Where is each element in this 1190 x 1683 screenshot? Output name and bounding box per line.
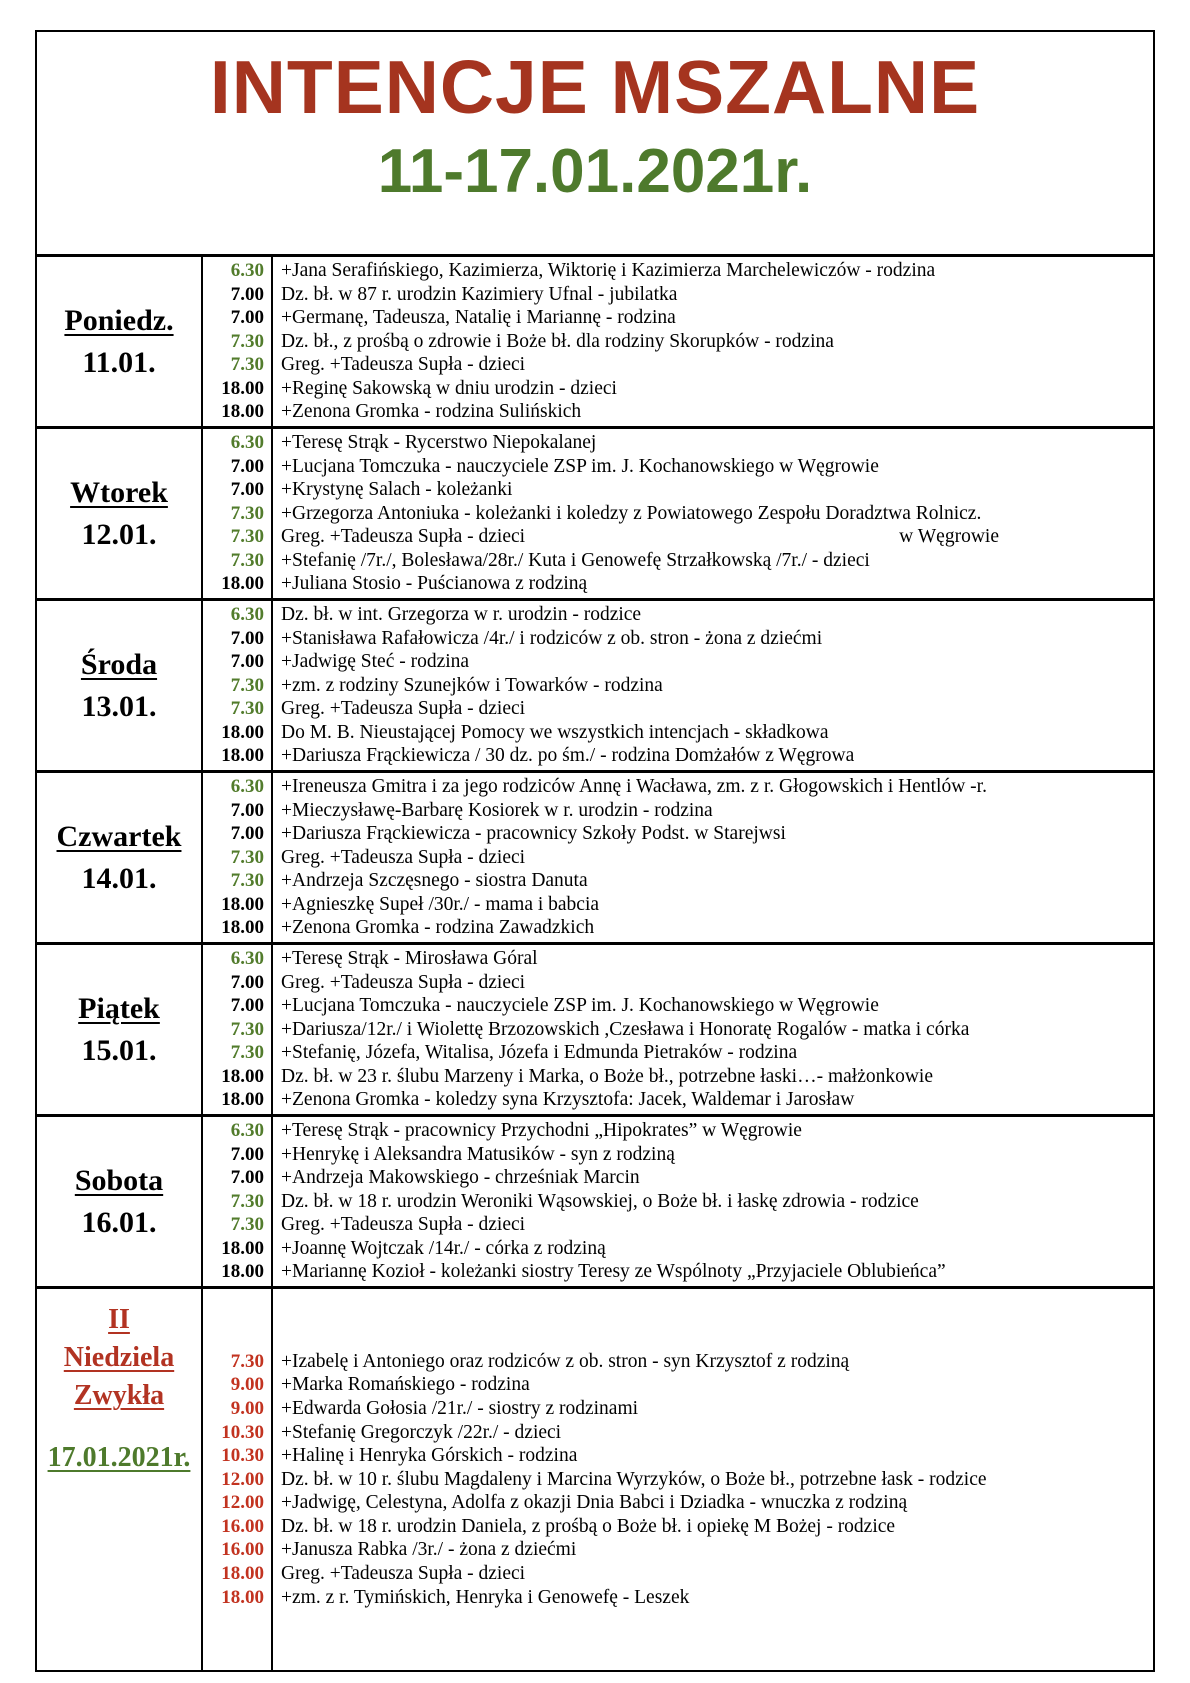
mass-intention <box>281 330 1151 354</box>
mass-intention-text: +Zenona Gromka - koledzy syna Krzysztofa: Jacek, Waldemar i Jarosław <box>281 1089 855 1111</box>
mass-time: 10.30 <box>221 1445 264 1467</box>
intentions-column <box>273 773 1153 942</box>
mass-intention-text: Dz. bł. w 18 r. urodzin Daniela, z prośbą o Boże bł. i opiekę M Bożej - rodzice <box>281 1515 896 1537</box>
time-column <box>203 257 273 426</box>
mass-time: 7.30 <box>230 870 264 892</box>
mass-intention <box>281 775 1151 799</box>
day-label <box>37 429 203 598</box>
mass-time: 18.00 <box>221 745 264 767</box>
mass-intention-text: +Zenona Gromka - rodzina Sulińskich <box>281 401 582 423</box>
mass-intention-text: +Dariusza/12r./ i Wiolettę Brzozowskich ,Czesława i Honoratę Rogalów - matka i córka <box>281 1018 970 1040</box>
mass-intention <box>281 846 1151 870</box>
mass-intention <box>281 1166 1151 1190</box>
day-section-czwartek <box>37 773 1153 945</box>
mass-intention-text: Dz. bł. w 18 r. urodzin Weroniki Wąsowskiej, o Boże bł. i łaskę zdrowia - rodzice <box>281 1190 919 1212</box>
mass-intention <box>281 1065 1151 1089</box>
mass-time: 6.30 <box>230 947 264 969</box>
mass-intention-text: +Mariannę Kozioł - koleżanki siostry Teresy ze Wspólnoty „Przyjaciele Oblubieńca” <box>281 1261 946 1283</box>
mass-intention <box>281 502 1151 526</box>
mass-time: 12.00 <box>221 1468 264 1490</box>
mass-time: 18.00 <box>221 1261 264 1283</box>
mass-intention <box>281 1190 1151 1214</box>
mass-intention <box>281 525 1151 549</box>
mass-intention-text: +Dariusza Frąckiewicza - pracownicy Szkoły Podst. w Starejwsi <box>281 823 786 845</box>
mass-time: 7.00 <box>230 479 264 501</box>
mass-intention-text: +Janusza Rabka /3r./ - żona z dziećmi <box>281 1539 577 1561</box>
mass-intention <box>281 994 1151 1018</box>
day-label-line: 15.01. <box>81 1033 157 1067</box>
day-label-line: Zwykła <box>73 1380 165 1411</box>
mass-intention-text: +Germanę, Tadeusza, Natalię i Mariannę - rodzina <box>281 307 676 329</box>
time-column <box>203 945 273 1114</box>
mass-intention-text: Greg. +Tadeusza Supła - dzieci <box>281 698 526 720</box>
day-label <box>37 257 203 426</box>
mass-intention <box>281 1260 1151 1284</box>
mass-time: 7.30 <box>230 698 264 720</box>
mass-intention-text: +Stefanię /7r./, Bolesława/28r./ Kuta i Genowefę Strzałkowską /7r./ - dzieci <box>281 549 870 571</box>
mass-intention-text: +Krystynę Salach - koleżanki <box>281 479 513 501</box>
mass-time: 7.00 <box>230 283 264 305</box>
mass-intention <box>281 1143 1151 1167</box>
mass-intention <box>281 1213 1151 1237</box>
mass-intention <box>281 431 1151 455</box>
day-section-piatek <box>37 945 1153 1117</box>
sheet-header <box>37 45 1153 257</box>
mass-time: 7.00 <box>230 651 264 673</box>
day-label <box>37 601 203 770</box>
time-column <box>203 1289 273 1670</box>
mass-time: 7.30 <box>230 549 264 571</box>
mass-intention <box>281 1018 1151 1042</box>
mass-intention-text: +Stefanię, Józefa, Witalisa, Józefa i Edmunda Pietraków - rodzina <box>281 1042 798 1064</box>
day-label-line: 13.01. <box>81 689 157 723</box>
mass-intention-text: +Andrzeja Szczęsnego - siostra Danuta <box>281 870 588 892</box>
day-label-line: Czwartek <box>56 819 182 853</box>
mass-intention <box>281 869 1151 893</box>
mass-intention-text: +Edwarda Gołosia /21r./ - siostry z rodzinami <box>281 1397 639 1419</box>
mass-time: 18.00 <box>221 893 264 915</box>
mass-time: 18.00 <box>221 1065 264 1087</box>
mass-time: 7.30 <box>230 1350 264 1372</box>
mass-intention-text: +Dariusza Frąckiewicza / 30 dz. po śm./ - rodzina Domżałów z Węgrowa <box>281 745 855 767</box>
days-table <box>37 257 1153 1670</box>
mass-intention-text: Greg. +Tadeusza Supła - dzieci <box>281 1563 526 1585</box>
mass-intention <box>281 1237 1151 1261</box>
mass-intention-text: +Joannę Wojtczak /14r./ - córka z rodziną <box>281 1237 606 1259</box>
mass-time: 9.00 <box>230 1397 264 1419</box>
day-section-sroda <box>37 601 1153 773</box>
mass-intention <box>281 916 1151 940</box>
mass-time: 7.30 <box>230 502 264 524</box>
mass-intention <box>281 400 1151 424</box>
mass-intention <box>281 744 1151 768</box>
mass-intention <box>281 721 1151 745</box>
mass-time: 18.00 <box>221 917 264 939</box>
mass-intention <box>281 1538 1151 1562</box>
mass-intention <box>281 1491 1151 1515</box>
mass-time: 18.00 <box>221 1563 264 1585</box>
page-title: INTENCJE MSZALNE <box>209 45 981 129</box>
mass-intention <box>281 1397 1151 1421</box>
day-section-sobota <box>37 1117 1153 1289</box>
mass-intention <box>281 650 1151 674</box>
mass-intention-text: +Andrzeja Makowskiego - chrześniak Marcin <box>281 1167 640 1189</box>
mass-time: 7.30 <box>230 330 264 352</box>
day-label-line: Wtorek <box>70 475 168 509</box>
mass-intention-text: Dz. bł., z prośbą o zdrowie i Boże bł. dla rodziny Skorupków - rodzina <box>281 330 834 352</box>
day-label-line: Środa <box>80 647 158 681</box>
mass-intention <box>281 306 1151 330</box>
mass-time: 7.30 <box>230 526 264 548</box>
mass-intention-text: Greg. +Tadeusza Supła - dzieci <box>281 354 526 376</box>
mass-intention <box>281 603 1151 627</box>
mass-time: 7.00 <box>230 455 264 477</box>
mass-intention-text: +Teresę Strąk - pracownicy Przychodni „Hipokrates” w Węgrowie <box>281 1119 802 1141</box>
mass-intention-text: Greg. +Tadeusza Supła - dzieci <box>281 846 526 868</box>
mass-time: 7.30 <box>230 354 264 376</box>
intentions-column <box>273 429 1153 598</box>
intentions-column <box>273 257 1153 426</box>
intentions-column <box>273 1117 1153 1286</box>
mass-intention <box>281 1350 1151 1374</box>
mass-time: 6.30 <box>230 259 264 281</box>
mass-intention-text: +Jana Serafińskiego, Kazimierza, Wiktorię i Kazimierza Marchelewiczów - rodzina <box>281 259 936 281</box>
mass-time: 16.00 <box>221 1539 264 1561</box>
day-label <box>37 773 203 942</box>
mass-intention-text: +Jadwigę Steć - rodzina <box>281 651 470 673</box>
mass-intention <box>281 799 1151 823</box>
mass-time: 18.00 <box>221 573 264 595</box>
mass-intention-text: Dz. bł. w 23 r. ślubu Marzeny i Marka, o Boże bł., potrzebne łaski…- małżonkowie <box>281 1065 934 1087</box>
intentions-column <box>273 601 1153 770</box>
mass-intention-text: Dz. bł. w 10 r. ślubu Magdaleny i Marcina Wyrzyków, o Boże bł., potrzebne łask - rodzice <box>281 1468 987 1490</box>
day-section-wtorek <box>37 429 1153 601</box>
mass-intentions-sheet <box>35 30 1155 1672</box>
day-label-line: Piątek <box>78 991 160 1025</box>
mass-intention <box>281 1373 1151 1397</box>
mass-time: 7.00 <box>230 823 264 845</box>
mass-intention-text: +Agnieszkę Supeł /30r./ - mama i babcia <box>281 893 600 915</box>
mass-intention <box>281 1041 1151 1065</box>
day-label-line: 12.01. <box>81 517 157 551</box>
time-column <box>203 773 273 942</box>
mass-intention-text: +Reginę Sakowską w dniu urodzin - dzieci <box>281 377 617 399</box>
mass-time: 12.00 <box>221 1492 264 1514</box>
mass-time: 7.30 <box>230 1190 264 1212</box>
mass-time: 7.00 <box>230 1143 264 1165</box>
day-label <box>37 945 203 1114</box>
mass-time: 6.30 <box>230 603 264 625</box>
mass-intention <box>281 697 1151 721</box>
mass-time: 9.00 <box>230 1374 264 1396</box>
mass-time: 7.00 <box>230 627 264 649</box>
mass-intention-text: Greg. +Tadeusza Supła - dzieci <box>281 526 526 548</box>
mass-intention <box>281 971 1151 995</box>
mass-intention <box>281 674 1151 698</box>
mass-time: 7.30 <box>230 1214 264 1236</box>
day-label-line: II <box>108 1304 130 1335</box>
mass-intention-text: +Jadwigę, Celestyna, Adolfa z okazji Dnia Babci i Dziadka - wnuczka z rodziną <box>281 1492 908 1514</box>
mass-intention <box>281 1515 1151 1539</box>
mass-intention <box>281 1586 1151 1610</box>
mass-intention <box>281 627 1151 651</box>
day-label-line: Poniedz. <box>64 303 174 337</box>
mass-intention-text: +Henrykę i Aleksandra Matusików - syn z rodziną <box>281 1143 675 1165</box>
mass-time: 7.00 <box>230 1167 264 1189</box>
mass-intention-text: Dz. bł. w int. Grzegorza w r. urodzin - rodzice <box>281 603 642 625</box>
mass-intention-text: Greg. +Tadeusza Supła - dzieci <box>281 971 526 993</box>
mass-intention-text: +Stanisława Rafałowicza /4r./ i rodziców z ob. stron - żona z dziećmi <box>281 627 823 649</box>
day-label-line: 16.01. <box>81 1205 157 1239</box>
time-column <box>203 429 273 598</box>
mass-time: 6.30 <box>230 775 264 797</box>
mass-time: 6.30 <box>230 431 264 453</box>
mass-intention-text: +Mieczysławę-Barbarę Kosiorek w r. urodzin - rodzina <box>281 799 713 821</box>
mass-time: 7.00 <box>230 995 264 1017</box>
mass-time: 7.30 <box>230 1042 264 1064</box>
mass-intention-text: +Halinę i Henryka Górskich - rodzina <box>281 1445 578 1467</box>
mass-time: 18.00 <box>221 1089 264 1111</box>
mass-time: 7.00 <box>230 799 264 821</box>
day-label-line: 17.01.2021r. <box>47 1442 191 1473</box>
mass-intention <box>281 259 1151 283</box>
day-label-line: 11.01. <box>82 345 156 379</box>
date-range: 11-17.01.2021r. <box>377 136 813 206</box>
mass-intention <box>281 1468 1151 1492</box>
mass-intention-text: +Izabelę i Antoniego oraz rodziców z ob. stron - syn Krzysztof z rodziną <box>281 1350 850 1372</box>
mass-intention <box>281 947 1151 971</box>
day-label-line: Sobota <box>74 1163 164 1197</box>
day-label <box>37 1117 203 1286</box>
mass-intention <box>281 1562 1151 1586</box>
intentions-column <box>273 1289 1153 1670</box>
mass-intention <box>281 1444 1151 1468</box>
mass-intention-text: +Teresę Strąk - Mirosława Góral <box>281 947 538 969</box>
mass-intention <box>281 478 1151 502</box>
mass-intention-text: +Grzegorza Antoniuka - koleżanki i koledzy z Powiatowego Zespołu Doradztwa Rolnicz. <box>281 502 982 524</box>
mass-intention <box>281 1421 1151 1445</box>
mass-intention-text: Dz. bł. w 87 r. urodzin Kazimiery Ufnal - jubilatka <box>281 283 678 305</box>
mass-intention <box>281 549 1151 573</box>
mass-time: 7.30 <box>230 1018 264 1040</box>
mass-intention <box>281 572 1151 596</box>
mass-time: 16.00 <box>221 1515 264 1537</box>
mass-intention-text: +Marka Romańskiego - rodzina <box>281 1374 530 1396</box>
day-section-poniedzialek <box>37 257 1153 429</box>
mass-intention-text: +zm. z r. Tymińskich, Henryka i Genowefę - Leszek <box>281 1586 690 1608</box>
mass-intention <box>281 455 1151 479</box>
mass-intention-text: +Stefanię Gregorczyk /22r./ - dzieci <box>281 1421 562 1443</box>
mass-intention-text: +zm. z rodziny Szunejków i Towarków - rodzina <box>281 674 663 696</box>
mass-intention-text: +Zenona Gromka - rodzina Zawadzkich <box>281 917 595 939</box>
mass-intention-text: Do M. B. Nieustającej Pomocy we wszystkich intencjach - składkowa <box>281 721 829 743</box>
mass-intention <box>281 1119 1151 1143</box>
mass-time: 18.00 <box>221 1586 264 1608</box>
mass-time: 6.30 <box>230 1119 264 1141</box>
time-column <box>203 601 273 770</box>
mass-intention <box>281 1088 1151 1112</box>
day-section-niedziela <box>37 1289 1153 1670</box>
mass-time: 18.00 <box>221 1237 264 1259</box>
mass-intention-text: +Lucjana Tomczuka - nauczyciele ZSP im. J. Kochanowskiego w Węgrowie <box>281 995 879 1017</box>
intentions-column <box>273 945 1153 1114</box>
time-column <box>203 1117 273 1286</box>
day-label-line: 14.01. <box>81 861 157 895</box>
mass-intention <box>281 893 1151 917</box>
mass-time: 7.30 <box>230 674 264 696</box>
mass-intention-text: Greg. +Tadeusza Supła - dzieci <box>281 1214 526 1236</box>
mass-time: 7.00 <box>230 307 264 329</box>
mass-time: 10.30 <box>221 1421 264 1443</box>
mass-intention-text: +Juliana Stosio - Puścianowa z rodziną <box>281 573 588 595</box>
mass-intention-text: +Ireneusza Gmitra i za jego rodziców Annę i Wacława, zm. z r. Głogowskich i Hentlów -r. <box>281 775 987 797</box>
mass-time: 7.00 <box>230 971 264 993</box>
mass-intention-text: +Lucjana Tomczuka - nauczyciele ZSP im. J. Kochanowskiego w Węgrowie <box>281 455 879 477</box>
mass-intention-text: +Teresę Strąk - Rycerstwo Niepokalanej <box>281 431 597 453</box>
mass-intention <box>281 377 1151 401</box>
day-label-line: Niedziela <box>63 1342 175 1373</box>
mass-intention-continuation: w Węgrowie <box>899 526 999 548</box>
mass-time: 18.00 <box>221 377 264 399</box>
mass-time: 18.00 <box>221 401 264 423</box>
mass-time: 18.00 <box>221 721 264 743</box>
day-label <box>37 1289 203 1670</box>
mass-time: 7.30 <box>230 846 264 868</box>
mass-intention <box>281 283 1151 307</box>
mass-intention <box>281 353 1151 377</box>
mass-intention <box>281 822 1151 846</box>
